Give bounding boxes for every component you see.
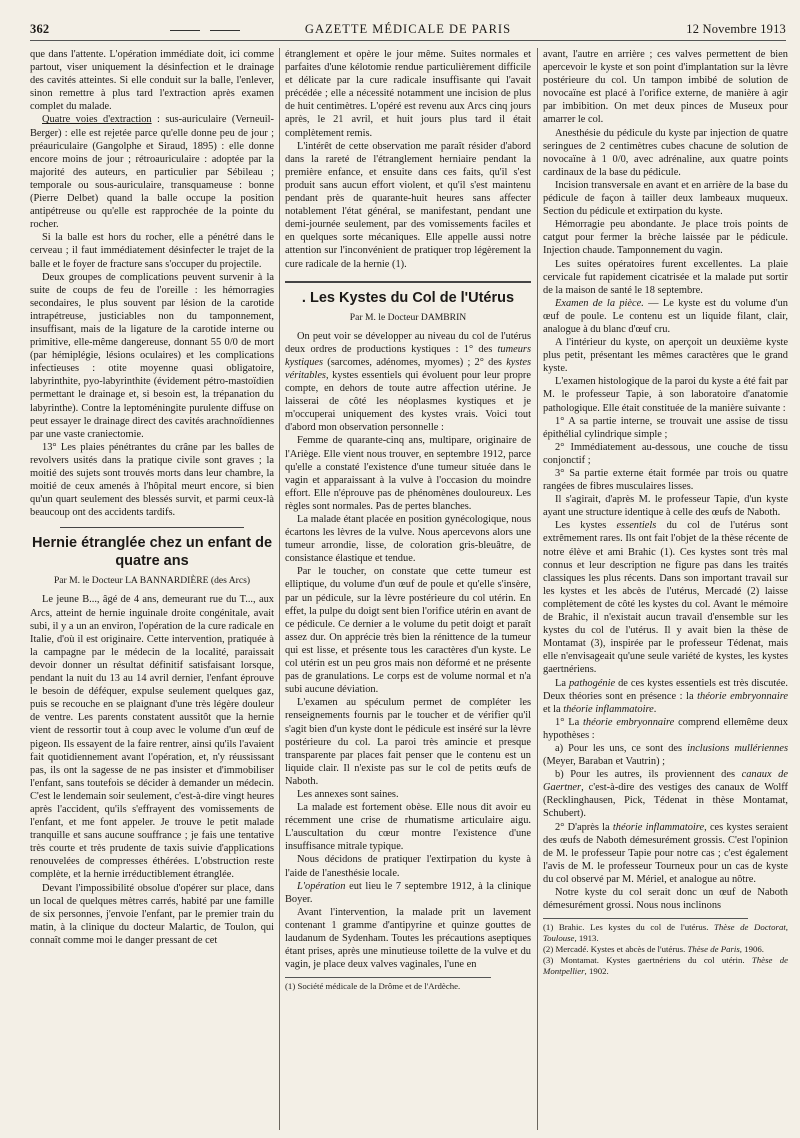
italic-term: canaux de Gaertner <box>543 769 788 794</box>
paragraph: Anesthésie du pédicule du kyste par injection de quatre seringues de 2 centimètres cubes chacune de solution de novocaïne à 1 0/0, avec adrénaline, aux quatre points cardinaux de la base du pédicule. <box>543 127 788 178</box>
paragraph: Femme de quarante-cinq ans, multipare, originaire de l'Ariège. Elle vient nous trouver, en septembre 1912, parce qu'elle a constaté l'existence d'une tumeur située dans le vagin et apparaissant à la vulve à l'occasion du moindre effort. Elle n'éprouve pas de phénomènes douloureux. Les règles sont normales. Pas de pertes blanches. <box>285 435 531 512</box>
paragraph: Les suites opératoires furent excellentes. La plaie cervicale fut rapidement cicatrisée et la malade put sortir de la maison de santé le 18 septembre. <box>543 258 788 296</box>
text-run: (sarcomes, adénomes, myomes) ; 2° des <box>323 356 507 368</box>
paragraph <box>543 297 788 336</box>
paragraph: Nous décidons de pratiquer l'extirpation du kyste à l'aide de l'anesthésie locale. <box>285 854 531 879</box>
paragraph: Il s'agirait, d'après M. le professeur Tapie, d'un kyste ayant une structure identique à celle des œufs de Naboth. <box>543 494 788 519</box>
italic-term: tumeurs kystiques <box>285 343 531 368</box>
underlined-label: Quatre voies d'extraction <box>42 114 152 126</box>
header-rule <box>30 40 786 41</box>
italic-term: L'opération <box>297 880 346 892</box>
text-run: (2) Mercadé. Kystes et abcès de l'utérus. <box>543 944 688 955</box>
text-run: (3) Montamat. Kystes gaertnériens du col utérin. <box>543 955 752 966</box>
article-title: . Les Kystes du Col de l'Utérus <box>301 289 515 306</box>
column-right <box>543 48 788 1130</box>
paragraph: avant, l'autre en arrière ; ces valves permettent de bien apercevoir le kyste et son point d'implantation sur la lèvre postérieure du col. Un tampon imbibé de solution de novocaïne est placé à l'orifice externe, de manière à agir par imbibition. On met deux pinces de Museux pour amarrer le col. <box>543 49 788 126</box>
article-author: Par M. le Docteur DAMBRIN <box>349 311 467 323</box>
column-rule <box>537 48 538 1130</box>
text-run: 2° D'après la <box>555 821 613 833</box>
text-run: de ces kystes essentiels est très discutée. Deux théories sont en présence : la <box>543 677 788 702</box>
text-run: Les kystes <box>555 520 617 532</box>
paragraph <box>285 880 531 906</box>
paragraph: 3° Sa partie externe était formée par trois ou quatre rangées de fibres musculaires lisses. <box>543 468 788 493</box>
italic-term: théorie embryonnaire <box>697 690 788 702</box>
paragraph: Si la balle est hors du rocher, elle a pénétré dans le cerveau ; il faut immédiatement désinfecter le trajet de la balle et le foyer de fracture sans s'occuper du projectile. <box>30 232 274 270</box>
paragraph: Le jeune B..., âgé de 4 ans, demeurant rue du T..., aux Arcs, atteint de hernie inguinale droite congénitale, avait subi, il y a un an environ, l'opération de la cure radicale en Italie, d'où il est originaire. Cette intervention, pratiquée à la campagne par le médecin de la localité, paraissait devoir donner un résultat définitif satisfaisant lorsque, pendant la nuit du 13 au 14 avril dernier, l'enfant éprouve le besoin de déféquer, expulse seulement quelques gaz, puis se recouche en se plaignant d'une très légère douleur de ventre. Les parents constatent aussitôt que la hernie vient de ressortir tout à coup avec le volume d'un œuf de pigeon. Ils essayent de la faire rentrer, ainsi qu'ils l'avaient fait quotidiennement avant l'opération, et, n'y réussissant pas, ils ont la sagesse de ne pas insister et d'immobiliser l'enfant, sans toutefois se décider à demander un médecin. C'est le lendemain soir seulement, c'est-à-dire vingt heures après l'accident, qu'ils s'effrayent des vomissements de l'enfant, et me font appeler. Je trouve le petit malade tranquille et sans aucune souffrance ; je fais une tentative très courte et très prudente de taxis suivie d'applications renouvelées de compresses éthérées. L'obstruction reste complète, et la hernie irréductiblement étranglée. <box>30 594 274 881</box>
text-run: On peut voir se développer au niveau du col de l'utérus deux ordres de productions kystiques : 1° des <box>285 330 531 355</box>
column-left <box>30 48 274 1130</box>
paragraph: 1° A sa partie interne, se trouvait une assise de tissu épithélial cylindrique simple ; <box>543 415 788 440</box>
paragraph: Par le toucher, on constate que cette tumeur est elliptique, du volume d'un œuf de poule et qu'elle s'insère, par un pédicule, sur la lèvre postérieure du col utérin. En effet, la pulpe du doigt sent bien l'orifice utérin en avant de ce pédicule. Ce dernier a le volume du petit doigt et paraît assez dur. On apprécie très bien la rénittence de la tumeur qui est lisse, et présente tous les caractères d'un kyste. Le col utérin est un peu gros mais non déformé et ne présente pas de granulations. Le corps est de volume normal et n'a subi aucune déviation. <box>285 566 531 696</box>
italic-term: essentiels <box>616 520 657 532</box>
journal-title: GAZETTE MÉDICALE DE PARIS <box>304 22 512 36</box>
text-run: (Meyer, Baraban et Vautrin) ; <box>543 756 666 768</box>
footnote <box>543 944 788 955</box>
footnote-rule <box>285 977 491 978</box>
paragraph <box>543 821 788 886</box>
text-run: , 1913. <box>574 933 599 944</box>
italic-term: Examen de la pièce. <box>555 297 644 309</box>
text-run: — Le kyste est du volume d'un œuf de poule. Le contenu est un liquide filant, clair, analogue à du blanc d'œuf cru. <box>543 297 788 335</box>
running-header <box>30 22 786 38</box>
italic-term: Thèse de Montpellier <box>543 955 788 977</box>
text-run: du col de l'utérus sont extrêmement rares. Ils ont fait l'objet de la thèse récente de notre élève et ami Brahic (1). Ces kystes sont très mal connus et leur description ne figure pas dans les traités classiques les plus récents. Dans son important travail sur les kystes et les abcès de l'utérus, Mercadé (2) laisse complètement de côté les kystes du col. Avant le mémoire de Brahic, il n'existait aucun travail d'ensemble sur les kystes du col de l'utérus. Il y avait bien la thèse de Montamat (3), inspirée par le professeur Tédenat, mais elle n'envisageait qu'une seule variété de kystes, les kystes gaertnériens. <box>543 520 788 676</box>
italic-term: kystes véritables <box>285 356 531 381</box>
text-run: (1) Brahic. Les kystes du col de l'utérus. <box>543 922 714 933</box>
text-run: , 1902. <box>584 966 609 977</box>
text-run: comprend ellemême deux hypothèses : <box>543 716 788 741</box>
paragraph: 2° Immédiatement au-dessous, une couche de tissu conjonctif ; <box>543 441 788 466</box>
paragraph: L'examen au spéculum permet de compléter les renseignements fournis par le toucher et de vérifier qu'il s'agit bien d'un kyste dont le pédicule est inséré sur la lèvre postérieure du col. La paroi très amincie et presque transparente par places fait penser que le contenu est un liquide clair. Il n'existe pas sur le col de petits œufs de Naboth. <box>285 697 531 787</box>
text-run: , ces kystes seraient des œufs de Naboth démesurément grossis. C'est l'opinion de M. le professeur Tapie pour notre cas ; c'est également l'avis de M. le professeur Tourneux pour un cas de kyste du col observé par M. Mériel, et analogue au nôtre. <box>543 821 788 885</box>
italic-term: Thèse de Paris <box>687 944 740 955</box>
italic-term: théorie inflammatoire <box>612 821 705 833</box>
paragraph: La malade étant placée en position gynécologique, nous écartons les lèvres de la vulve. Nous apercevons alors une tumeur arrondie, lisse, de coloration gris-bleuâtre, de consistance élastique et tendue. <box>285 514 531 565</box>
paragraph: Deux groupes de complications peuvent survenir à la suite de coups de feu de l'oreille : les hémorragies secondaires, le plus souvent par lésion de la carotide intrapétreuse, justiciables non du tamponnement, insuffisant, mais de la ligature de la carotide interne ou primitive, elle-même dangereuse, donnant 55 0/0 de mort (par hémiplégie, lésions oculaires) et les complications infectieuses : otite moyenne quasi obligatoire, labyrinthite, pyo-labyrinthite (évidement pétro-mastoïdien permettant le drainage et, si besoin est, la trépanation du labyrinthe). Contre la leptoméningite purulente diffuse on peut essayer le drainage direct des cavités arachnoïdiennes par une vaste craniectomie. <box>30 271 274 440</box>
text-run: La <box>555 677 569 689</box>
italic-term: pathogénie <box>568 677 616 689</box>
paragraph <box>543 519 788 676</box>
article-title: Hernie étranglée chez un enfant de quatre ans <box>31 535 273 570</box>
italic-term: théorie embryonnaire <box>583 716 675 728</box>
paragraph: L'examen histologique de la paroi du kyste a été fait par M. le professeur Tapie, à son laboratoire d'anatomie pathologique. Elle était constituée de la manière suivante : <box>543 376 788 414</box>
footnote-rule <box>543 918 748 919</box>
paragraph: A l'intérieur du kyste, on aperçoit un deuxième kyste plus petit, présentant les mêmes caractères que le grand kyste. <box>543 337 788 375</box>
text-run: , c'est-à-dire des vestiges des canaux de Wolff (Recklinghausen, Pick, Tédenat in thèse Montamat, Schubert). <box>543 782 788 820</box>
paragraph: Avant l'intervention, la malade prit un lavement contenant 1 gramme d'antipyrine et quinze gouttes de laudanum de Sydenham. Toutes les précautions aseptiques étant prises, après une minutieuse toilette de la vulve et du vagin, je place deux valves vaginales, l'une en <box>285 906 531 971</box>
text-run: eut lieu le 7 septembre 1912, à la clinique Boyer. <box>285 880 531 905</box>
text-run: a) Pour les uns, ce sont des <box>555 742 688 754</box>
page-number: 362 <box>30 22 50 36</box>
column-middle <box>285 48 531 1130</box>
paragraph <box>30 113 274 231</box>
paragraph: Devant l'impossibilité obsolue d'opérer sur place, dans un local de quelques mètres carrés, habité par une famille de six personnes, j'envoie l'enfant, par le premier train du matin, à la clinique du docteur Malartic, de Toulon, qui connaît comme moi le danger pressant de cet <box>30 882 274 946</box>
paragraph: La malade est fortement obèse. Elle nous dit avoir eu récemment une crise de rhumatisme articulaire aigu. L'auscultation du cœur montre l'existence d'une insuffisance mitrale typique. <box>285 802 531 853</box>
text-run: et la <box>543 703 564 715</box>
italic-term: inclusions mullériennes <box>687 742 788 754</box>
text-run: b) Pour les autres, ils proviennent des <box>555 769 742 781</box>
footnote <box>543 922 788 944</box>
paragraph: 13° Les plaies pénétrantes du crâne par les balles de revolvers usités dans la pratique civile sont graves ; la moitié des sujets sont trouvés morts dans leur chambre, la moitié de ceux amenés à l'hôpital meurt encore, si bien qu'un quart seulement des blessés survit, et parmi ceux-là beaucoup ont des accidents tardifs. <box>30 441 274 519</box>
italic-term: Thèse de Doctorat, Toulouse <box>543 922 788 944</box>
text-run: , 1906. <box>739 944 764 955</box>
footnote <box>543 955 788 977</box>
paragraph: que dans l'attente. L'opération immédiate doit, ici comme partout, viser uniquement la désinfection et le drainage des cavités atteintes. Si elle conduit sur la balle, l'enlever, sinon remettre à plus tard l'extraction après examen complet du malade. <box>30 49 274 113</box>
footnote: (1) Société médicale de la Drôme et de l'Ardèche. <box>285 981 461 992</box>
paragraph-text: : sus-auriculaire (Verneuil-Berger) : elle est rejetée parce qu'elle donne peu de jour ; préauriculaire (Gangolphe et Siraud, 1895) : elle donne encore moins de jour ; rétroauriculaire : adoptée par la majorité des auteurs, en particulier par Sébileau ; temporale ou sous-auriculaire, transquameuse : bonne (Pierre Delbet) quand la balle occupe la position antipétreuse ou qu'elle est rapprochée de la pointe du rocher. <box>30 114 274 231</box>
text-run: , kystes essentiels qui évoluent pour leur propre compte, en dehors de toute autre affection utérine. Je laisserai de côté les néoplasmes kystiques et je m'occuperai uniquement des kystes vrais. Voici tout d'abord mon observation personnelle : <box>285 369 531 434</box>
paragraph: Incision transversale en avant et en arrière de la base du pédicule de façon à tailler deux lambeaux muqueux. Section du pédicule et extirpation du kyste. <box>543 179 788 218</box>
text-run: . <box>653 703 657 715</box>
paragraph: étranglement et opère le jour même. Suites normales et parfaites d'une kélotomie rendue particulièrement difficile et délicate par la cure radicale insuffisante qui l'avait précédée ; elle a nécessité notamment une incision de plus de huit centimètres. L'opéré est revenu aux Arcs cinq jours après, le 21 avril, et huit jours plus tard il était complètement remis. <box>285 49 531 139</box>
article-separator <box>285 281 531 283</box>
paragraph: L'intérêt de cette observation me paraît résider d'abord dans la rareté de l'étranglement herniaire pendant la première enfance, et ensuite dans ces faits, qu'il s'est produit sans aucun effort violent, et qu'il s'est maintenu pendant près de quarante-huit heures sans affecter notablement l'état général, se manifestant, pendant une demi-journée seulement, par des vomissements faciles et en quelques sorte mécaniques. Elle appelle aussi notre attention sur l'inconvénient de pratiquer trop légèrement la cure radicale de la hernie (1). <box>285 140 531 270</box>
paragraph <box>543 742 788 768</box>
paragraph <box>543 768 788 820</box>
paragraph: Les annexes sont saines. <box>297 788 399 800</box>
paragraph <box>543 716 788 742</box>
paragraph <box>285 330 531 435</box>
italic-term: théorie inflammatoire <box>563 703 654 715</box>
paragraph <box>543 677 788 716</box>
paragraph: Hémorragie peu abondante. Je place trois points de catgut pour fermer la brèche laissée par le pédicule. Injection chaude. Tamponnement du vagin. <box>543 219 788 257</box>
article-separator <box>60 527 244 528</box>
issue-date: 12 Novembre 1913 <box>686 22 786 36</box>
text-run: 1° La <box>555 716 584 728</box>
column-rule <box>279 48 280 1130</box>
article-author: Par M. le Docteur LA BANNARDIÈRE (des Arcs) <box>53 575 251 587</box>
paragraph: Notre kyste du col serait donc un œuf de Naboth démesurément grossi. Nous nous inclinons <box>543 887 788 912</box>
